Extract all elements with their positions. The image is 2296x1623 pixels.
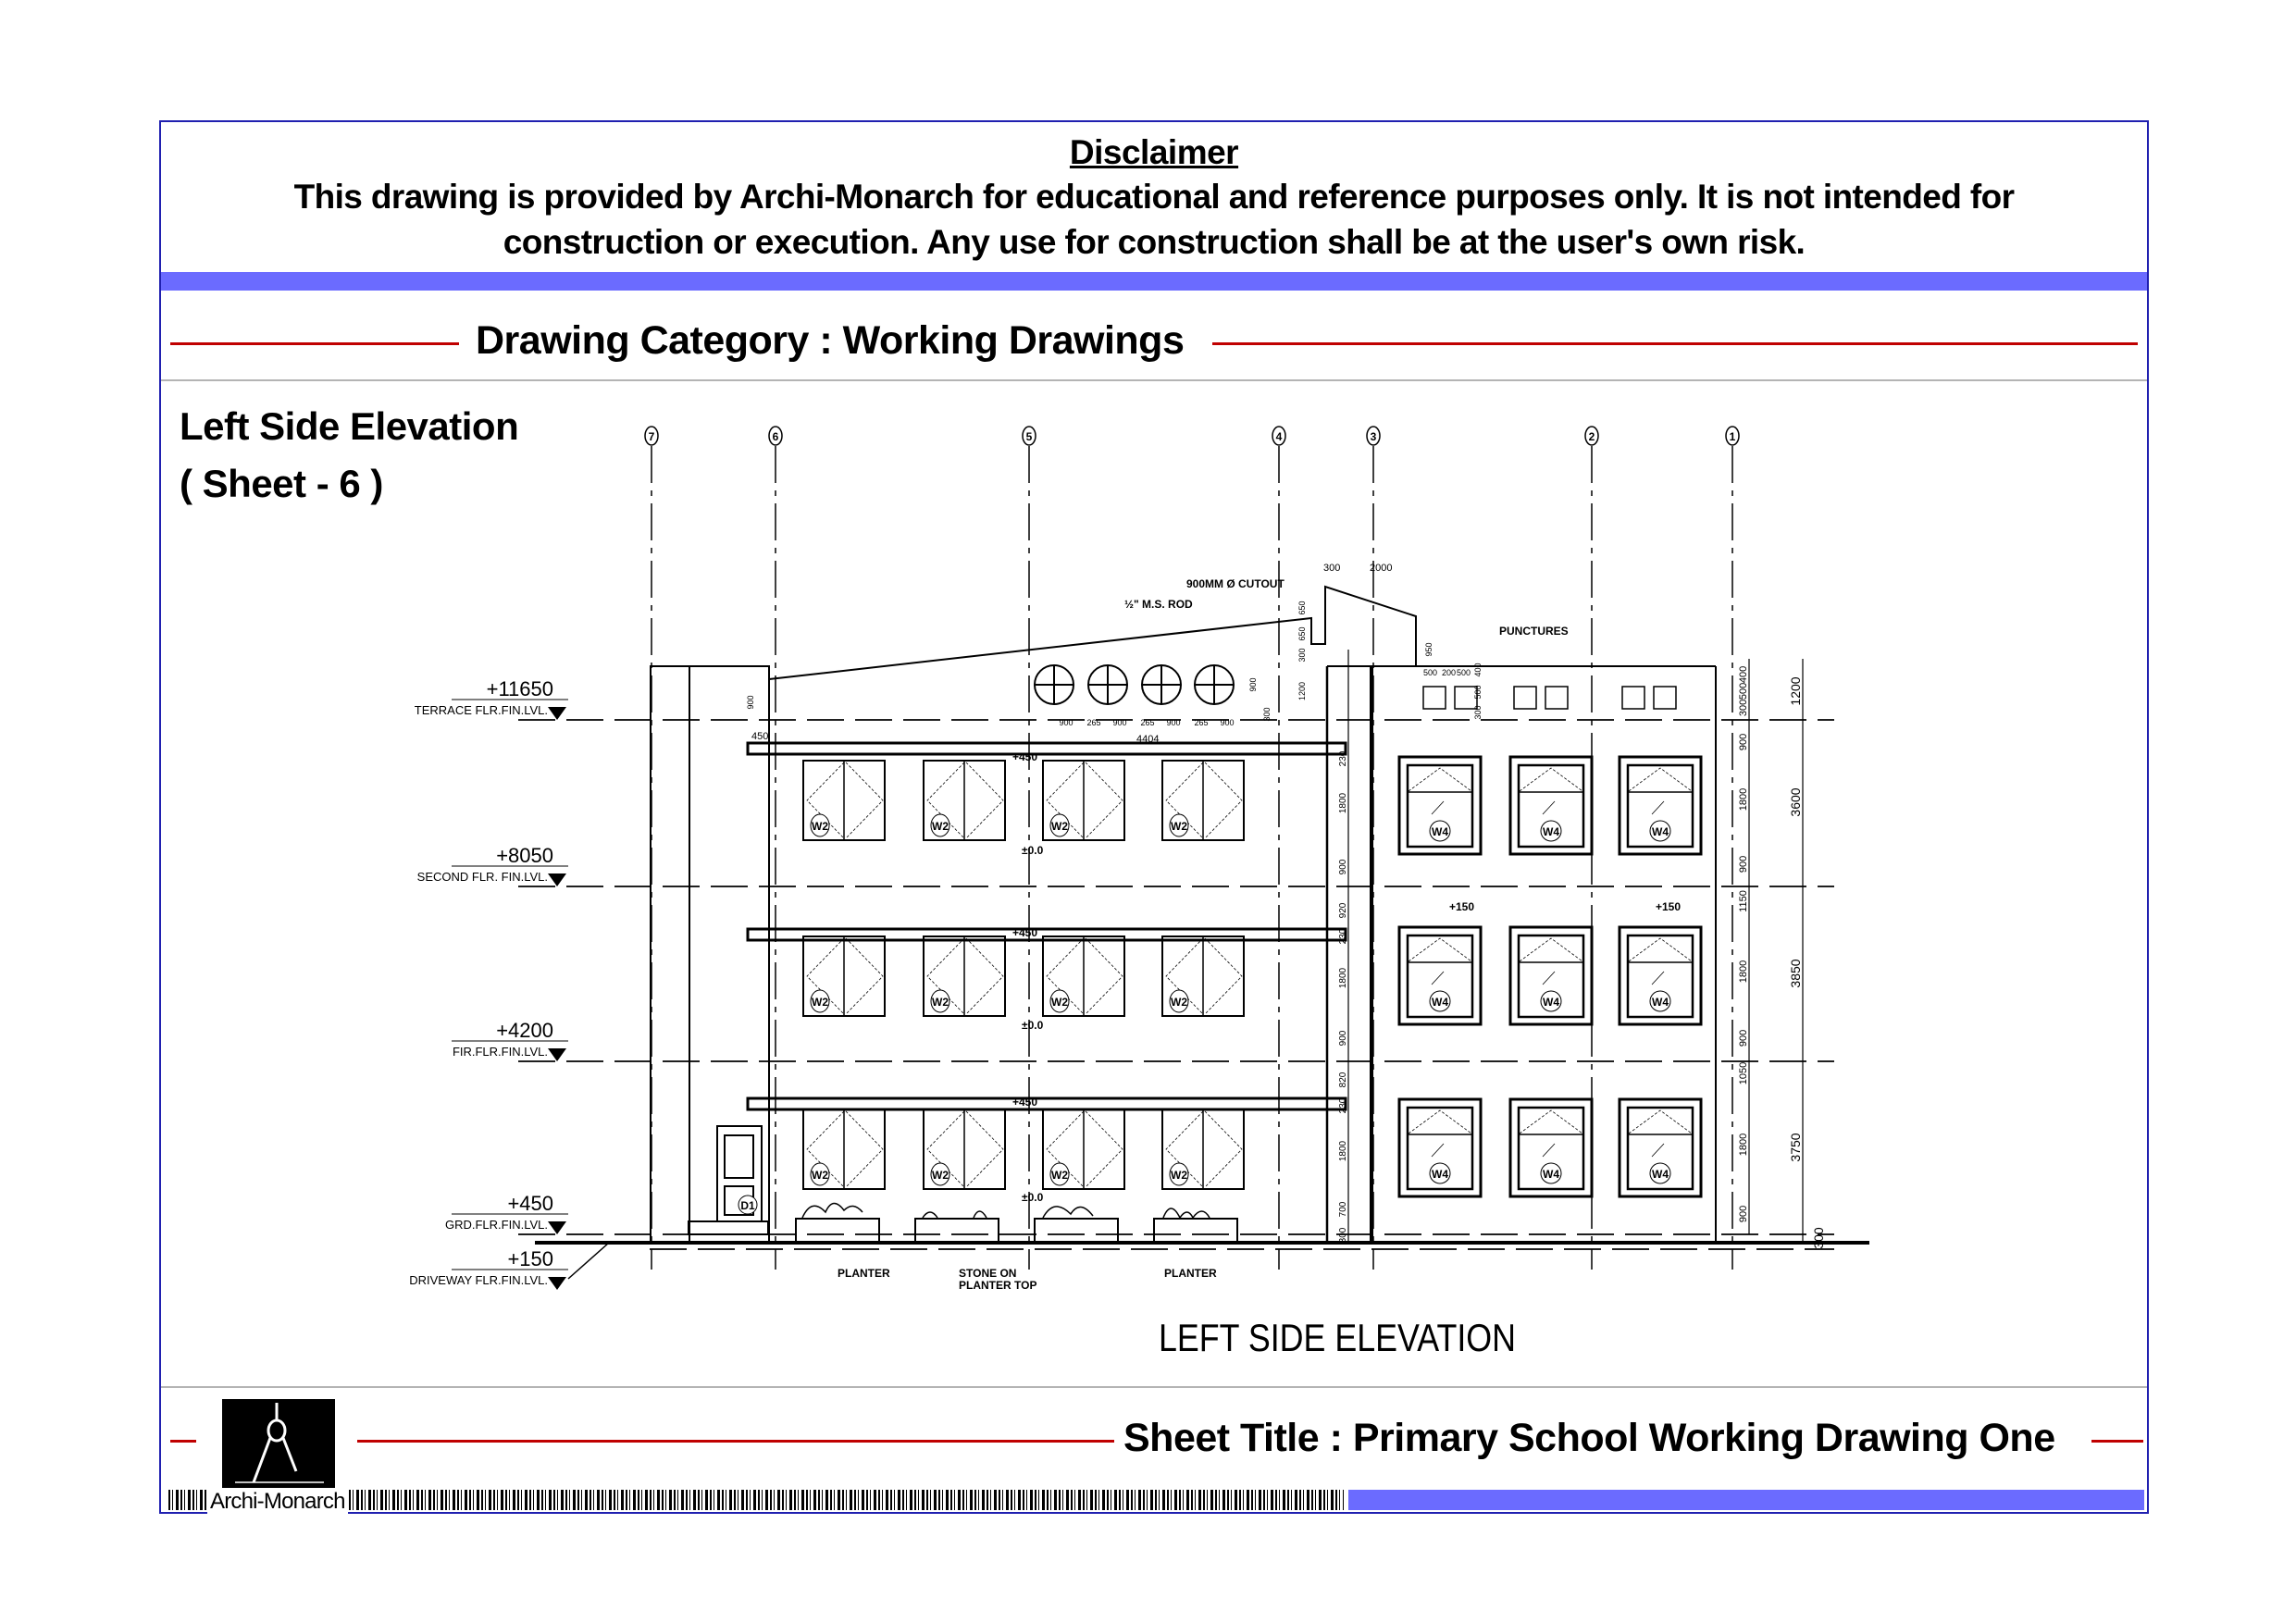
mark-window-top-1: +150	[1449, 900, 1475, 913]
dim-puncture: 500	[1457, 668, 1471, 677]
disclaimer-title: Disclaimer	[1069, 133, 1239, 171]
dim-top-300: 300	[1323, 563, 1341, 574]
level-label: GRD.FLR.FIN.LVL.	[444, 1218, 548, 1232]
level-triangle-icon	[548, 707, 566, 720]
door-tag-d1: D1	[740, 1199, 755, 1212]
dim-right-chain: 900	[1738, 1029, 1749, 1047]
mark-sunshade-2: +450	[1012, 926, 1038, 939]
sloped-parapet	[769, 587, 1416, 679]
window-tag-w2: W2	[812, 996, 828, 1009]
level-label: FIR.FLR.FIN.LVL.	[452, 1045, 548, 1059]
level-label: SECOND FLR. FIN.LVL.	[416, 870, 548, 884]
mark-window-top-2: +150	[1656, 900, 1682, 913]
window-tag-w2: W2	[1051, 1169, 1068, 1182]
brand-name: Archi-Monarch	[207, 1489, 348, 1515]
dim-mid-chain: 230	[1338, 1097, 1348, 1114]
window-tag-w4: W4	[1652, 825, 1669, 838]
level-triangle-icon	[548, 1277, 566, 1290]
grid-marker-label: 3	[1370, 430, 1377, 443]
level-value: +11650	[486, 677, 553, 700]
annotation-planter-right: PLANTER	[1164, 1267, 1217, 1280]
level-label: TERRACE FLR.FIN.LVL.	[414, 703, 548, 717]
dim-right-parapet: 950	[1424, 642, 1433, 657]
dim-right-chain: 900	[1738, 733, 1749, 751]
dim-right-chain: 1800	[1738, 960, 1749, 984]
window-tag-w2: W2	[812, 1169, 828, 1182]
level-value: +4200	[496, 1019, 553, 1042]
disclaimer-line-2: construction or execution. Any use for construction shall be at the user's own risk.	[503, 223, 1806, 261]
dim-right-total: 300	[1811, 1227, 1826, 1249]
window-tag-w2: W2	[812, 820, 828, 833]
dim-mid-chain: 1800	[1338, 792, 1348, 814]
window-tag-w2: W2	[1171, 820, 1187, 833]
dim-cutout: 265	[1086, 718, 1101, 727]
level-triangle-icon	[548, 1221, 566, 1234]
drawing-caption: LEFT SIDE ELEVATION	[1159, 1316, 1516, 1359]
level-triangle-icon	[548, 873, 566, 886]
dim-puncture-vert: 500	[1473, 685, 1483, 700]
grid-bubbles	[645, 427, 1739, 1214]
dim-right-chain: 500	[1738, 682, 1749, 700]
planters	[796, 1203, 1237, 1243]
level-triangle-icon	[548, 1048, 566, 1061]
dim-parapet-stack: 1200	[1297, 681, 1307, 701]
dim-right-chain: 1150	[1738, 890, 1749, 912]
window-tag-w4: W4	[1432, 996, 1448, 1009]
level-markers	[409, 677, 568, 1290]
dim-mid-chain: 900	[1338, 859, 1348, 875]
grid-marker-label: 4	[1275, 430, 1283, 443]
dim-right-chain: 900	[1738, 1205, 1749, 1223]
elevation-drawing	[161, 122, 2147, 1386]
sheet-title: Sheet Title : Primary School Working Drawing One	[1123, 1416, 2055, 1460]
footer-rule-right	[2091, 1440, 2143, 1443]
dim-mid-chain: 920	[1338, 902, 1348, 919]
grid-lines	[652, 446, 1732, 1270]
mark-sill-1: ±0.0	[1022, 844, 1044, 857]
view-title: Left Side Elevation	[180, 404, 519, 448]
level-value: +450	[507, 1192, 553, 1215]
window-tag-w2: W2	[1051, 820, 1068, 833]
circle-cutouts	[1035, 665, 1234, 704]
level-value: +8050	[496, 844, 553, 867]
dim-parapet-stack: 650	[1297, 626, 1307, 641]
window-tag-w4: W4	[1432, 1168, 1448, 1181]
footer-rule-mid	[357, 1440, 1114, 1443]
annotation-stone-2: PLANTER TOP	[959, 1279, 1037, 1292]
dim-mid-chain: 820	[1338, 1072, 1348, 1088]
dim-parapet-left: 900	[746, 695, 755, 710]
level-value: +150	[507, 1247, 553, 1270]
window-tag-w4: W4	[1652, 1168, 1669, 1181]
title-block-footer	[161, 1386, 2147, 1516]
grid-marker-label: 1	[1729, 430, 1736, 443]
staircase-block	[651, 666, 769, 1243]
dim-puncture-vert: 400	[1473, 663, 1483, 677]
dim-right-total: 3850	[1788, 959, 1803, 988]
window-tag-w2: W2	[932, 996, 949, 1009]
window-tag-w4: W4	[1652, 996, 1669, 1009]
dim-right-chain: 300	[1738, 699, 1749, 717]
dim-cutout: 900	[1059, 718, 1074, 727]
dim-mid-chain: 300	[1338, 1227, 1348, 1244]
annotation-rod: ½" M.S. ROD	[1124, 598, 1193, 611]
dim-top-2000: 2000	[1370, 563, 1393, 574]
dim-right-chain: 1800	[1738, 787, 1749, 812]
window-tag-w4: W4	[1543, 1168, 1559, 1181]
dim-mid-chain: 230	[1338, 750, 1348, 767]
annotation-planter-left: PLANTER	[838, 1267, 890, 1280]
dim-cutout: 265	[1194, 718, 1209, 727]
door-d1	[689, 1126, 768, 1234]
dim-mid-chain: 700	[1338, 1201, 1348, 1218]
window-tag-w2: W2	[1171, 996, 1187, 1009]
window-tag-w4: W4	[1432, 825, 1448, 838]
grid-marker-label: 6	[772, 430, 779, 443]
dim-right-total: 3750	[1788, 1133, 1803, 1162]
mark-sill-2: ±0.0	[1022, 1019, 1044, 1032]
compass-divider-icon	[222, 1399, 335, 1488]
annotation-cutout: 900MM Ø CUTOUT	[1186, 577, 1285, 590]
mark-sunshade-3: +450	[1012, 1096, 1038, 1109]
dim-puncture-vert: 300	[1473, 705, 1483, 720]
dim-mid-chain: 1800	[1338, 967, 1348, 989]
disclaimer-line-1: This drawing is provided by Archi-Monarch for educational and reference purposes only. It is not intended for	[293, 178, 2015, 216]
footer-accent-bar	[1348, 1490, 2144, 1510]
mark-sill-3: ±0.0	[1022, 1191, 1044, 1204]
dim-cutout: 900	[1166, 718, 1181, 727]
dim-right-chain: 900	[1738, 855, 1749, 873]
w4-windows	[1399, 757, 1701, 1196]
dim-circle-dia: 900	[1248, 677, 1258, 692]
dim-circle-offset: 300	[1262, 707, 1272, 722]
dim-right-chain: 1050	[1738, 1061, 1749, 1085]
grid-marker-label: 2	[1588, 430, 1595, 443]
dim-puncture: 200	[1442, 668, 1457, 677]
dim-mid-chain: 900	[1338, 1030, 1348, 1047]
window-tag-w2: W2	[932, 820, 949, 833]
dim-right-chain: 1800	[1738, 1133, 1749, 1157]
puncture-boxes	[1423, 687, 1676, 709]
grid-marker-label: 5	[1025, 430, 1033, 443]
window-tag-w4: W4	[1543, 825, 1559, 838]
dim-cutout: 265	[1140, 718, 1155, 727]
dim-puncture: 500	[1423, 668, 1438, 677]
footer-rule-left	[170, 1440, 196, 1443]
dim-right-total: 1200	[1788, 676, 1803, 706]
sheet-frame	[159, 120, 2149, 1514]
level-label: DRIVEWAY FLR.FIN.LVL.	[409, 1273, 548, 1287]
annotation-stone-1: STONE ON	[959, 1267, 1017, 1280]
sheet-number: ( Sheet - 6 )	[180, 462, 383, 505]
drawing-category: Drawing Category : Working Drawings	[470, 318, 1189, 364]
sunshades	[748, 743, 1346, 1109]
window-tag-w2: W2	[1051, 996, 1068, 1009]
window-tag-w2: W2	[1171, 1169, 1187, 1182]
dim-cutout: 900	[1220, 718, 1235, 727]
dim-parapet-stack: 650	[1297, 601, 1307, 615]
window-tag-w4: W4	[1543, 996, 1559, 1009]
annotation-punctures: PUNCTURES	[1499, 625, 1569, 638]
dim-projection: 450	[751, 731, 769, 742]
dim-right-chain: 400	[1738, 665, 1749, 684]
w2-windows	[803, 761, 1244, 1189]
grid-marker-label: 7	[648, 430, 655, 443]
dim-mid-chain: 1800	[1338, 1140, 1348, 1162]
dim-parapet-stack: 300	[1297, 648, 1307, 663]
dim-cutouts-total: 4404	[1136, 734, 1160, 745]
window-tag-w2: W2	[932, 1169, 949, 1182]
mark-sunshade-1: +450	[1012, 750, 1038, 763]
dim-mid-chain: 230	[1338, 928, 1348, 945]
dim-cutout: 900	[1112, 718, 1127, 727]
dim-right-total: 3600	[1788, 787, 1803, 817]
